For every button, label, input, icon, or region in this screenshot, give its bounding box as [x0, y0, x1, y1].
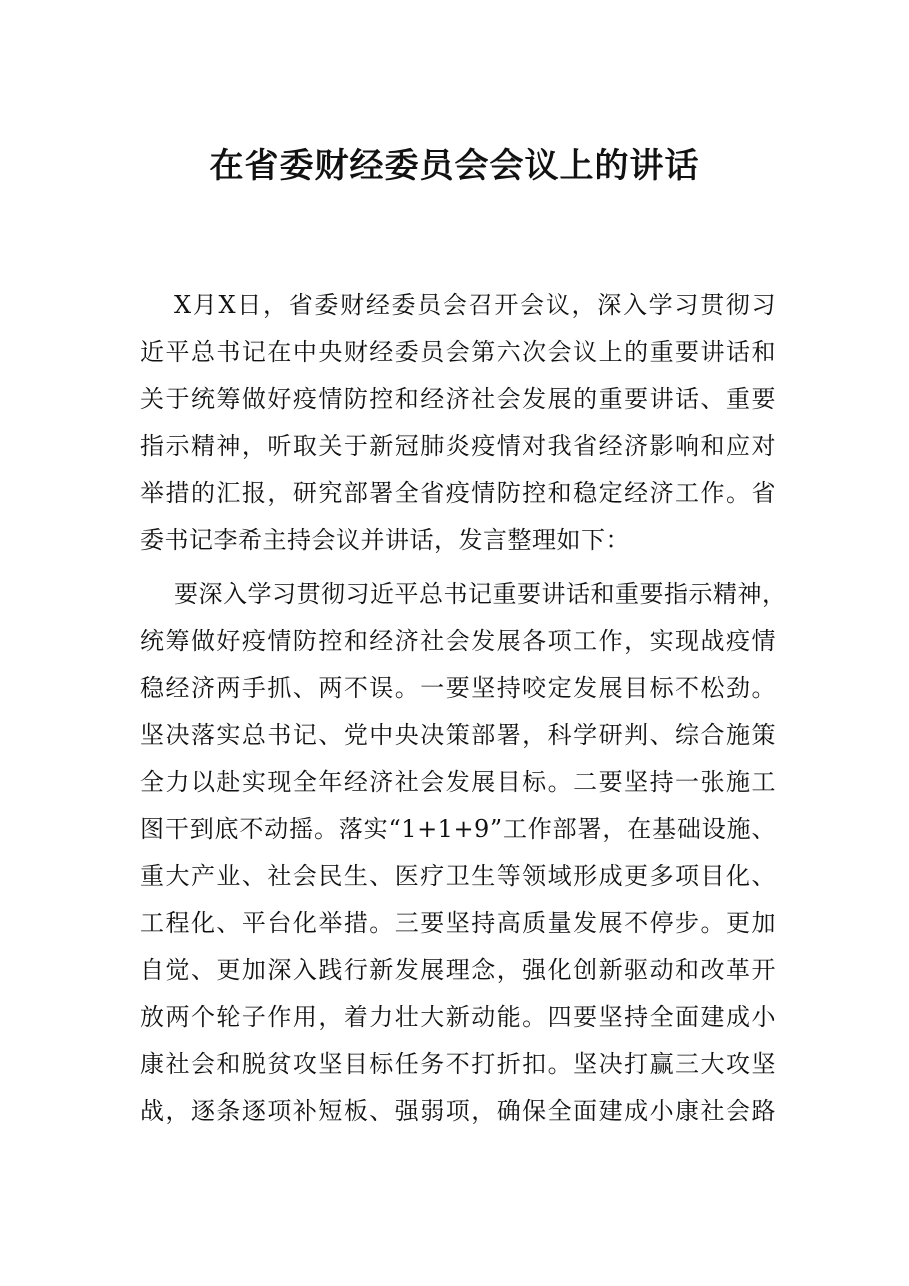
paragraph-line: 稳经济两手抓、两不误。一要坚持咬定发展目标不松劲。: [140, 674, 776, 702]
paragraph-line: 关于统筹做好疫情防控和经济社会发展的重要讲话、重要: [140, 385, 776, 413]
paragraph-line: 放两个轮子作用，着力壮大新动能。四要坚持全面建成小: [140, 1003, 776, 1031]
paragraph-line: 统筹做好疫情防控和经济社会发展各项工作，实现战疫情: [140, 627, 776, 655]
paragraph-line: 康社会和脱贫攻坚目标任务不打折扣。坚决打赢三大攻坚: [140, 1050, 776, 1078]
paragraph-line: 自觉、更加深入践行新发展理念，强化创新驱动和改革开: [140, 956, 776, 984]
document-title: 在省委财经委员会会议上的讲话: [209, 146, 700, 186]
document-body: [140, 282, 787, 1135]
paragraph-2: [140, 571, 787, 1135]
paragraph-line: 图干到底不动摇。落实“1+1+9”工作部署，在基础设施、: [140, 815, 776, 843]
paragraph-line: X月X日，省委财经委员会召开会议，深入学习贯彻习: [174, 291, 776, 319]
paragraph-line: 工程化、平台化举措。三要坚持高质量发展不停步。更加: [140, 909, 776, 937]
paragraph-line: 坚决落实总书记、党中央决策部署，科学研判、综合施策: [140, 721, 776, 749]
paragraph-line: 举措的汇报，研究部署全省疫情防控和稳定经济工作。省: [140, 479, 776, 507]
paragraph-1: [140, 282, 776, 564]
paragraph-line: 战，逐条逐项补短板、强弱项，确保全面建成小康社会路: [140, 1097, 776, 1125]
paragraph-line: 委书记李希主持会议并讲话，发言整理如下：: [140, 526, 630, 554]
paragraph-gap: [140, 564, 776, 571]
paragraph-line: 重大产业、社会民生、医疗卫生等领域形成更多项目化、: [140, 862, 776, 890]
paragraph-line: 全力以赴实现全年经济社会发展目标。二要坚持一张施工: [140, 768, 776, 796]
paragraph-line: 近平总书记在中央财经委员会第六次会议上的重要讲话和: [140, 338, 776, 366]
paragraph-line: 指示精神，听取关于新冠肺炎疫情对我省经济影响和应对: [140, 432, 776, 460]
paragraph-line: 要深入学习贯彻习近平总书记重要讲话和重要指示精神，: [174, 580, 787, 608]
